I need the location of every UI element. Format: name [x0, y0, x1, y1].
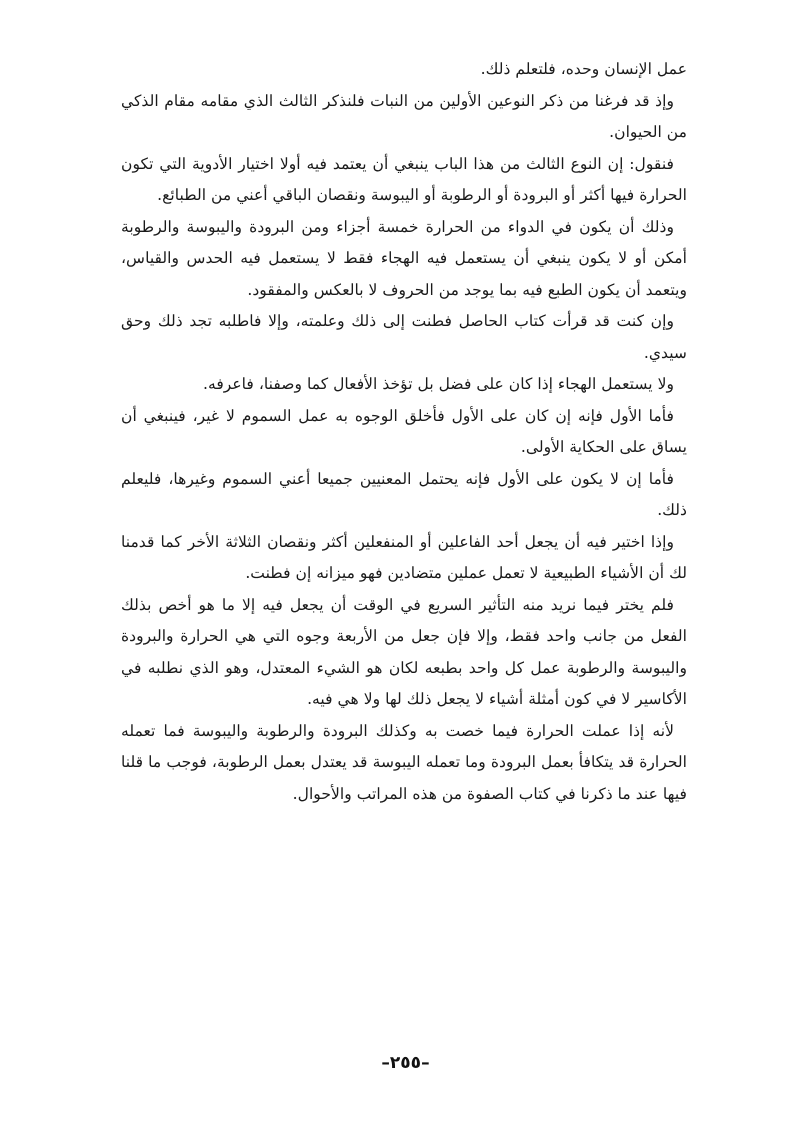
- paragraph: فنقول: إن النوع الثالث من هذا الباب ينبغي أن يعتمد فيه أولا اختيار الأدوية التي تكون الحرارة فيها أكثر أو البرودة أو الرطوبة أو اليبوسة ونقصان الباقي أعني من الطبائع.: [121, 154, 687, 204]
- body-text: [121, 54, 687, 810]
- paragraph: فأما إن لا يكون على الأول فإنه يحتمل المعنيين جميعا أعني السموم وغيرها، فليعلم ذلك.: [121, 469, 687, 519]
- paragraph: فأما الأول فإنه إن كان على الأول فأخلق الوجوه به عمل السموم لا غير، فينبغي أن يساق على الحكاية الأولى.: [121, 406, 687, 456]
- page-number: –٢٥٥–: [381, 1053, 430, 1073]
- paragraph: وإن كنت قد قرأت كتاب الحاصل فطنت إلى ذلك وعلمته، وإلا فاطلبه تجد ذلك وحق سيدي.: [121, 312, 687, 362]
- paragraph: وذلك أن يكون في الدواء من الحرارة خمسة أجزاء ومن البرودة واليبوسة والرطوبة أمكن أو لا يكون ينبغي أن يستعمل فيه الهجاء فقط لا يستعمل فيه الحدس والقياس، ويتعمد أن يكون الطبع فيه بما يوجد من الحروف لا بالعكس والمفقود.: [121, 217, 687, 299]
- paragraph: وإذ قد فرغنا من ذكر النوعين الأولين من النبات فلنذكر الثالث الذي مقامه مقام الذكي من الحيوان.: [121, 91, 687, 141]
- paragraph: لأنه إذا عملت الحرارة فيما خصت به وكذلك البرودة والرطوبة واليبوسة فما تعمله الحرارة قد يتكافأ بعمل البرودة وما تعمله اليبوسة قد يعتدل بعمل الرطوبة، فوجب ما قلنا فيها عند ما ذكرنا في كتاب الصفوة من هذه المراتب والأحوال.: [121, 721, 687, 803]
- paragraph: فلم يختر فيما نريد منه التأثير السريع في الوقت أن يجعل فيه إلا ما هو أخص بذلك الفعل من جانب واحد فقط، وإلا فإن جعل من الأربعة وجوه التي هي الحرارة والبرودة واليبوسة والرطوبة عمل كل واحد بطبعه لكان هو الشيء المعتدل، وهو الذي نطلبه في الأكاسير لا في كون أمثلة أشياء لا يجعل ذلك لها ولا هي فيه.: [121, 595, 687, 708]
- paragraph: عمل الإنسان وحده، فلتعلم ذلك.: [480, 60, 687, 78]
- paragraph: ولا يستعمل الهجاء إذا كان على فضل بل تؤخذ الأفعال كما وصفنا، فاعرفه.: [203, 375, 674, 393]
- paragraph: وإذا اختير فيه أن يجعل أحد الفاعلين أو المنفعلين أكثر ونقصان الثلاثة الأخر كما قدمنا لك أن الأشياء الطبيعية لا تعمل عملين متضادين فهو ميزانه إن فطنت.: [121, 532, 687, 582]
